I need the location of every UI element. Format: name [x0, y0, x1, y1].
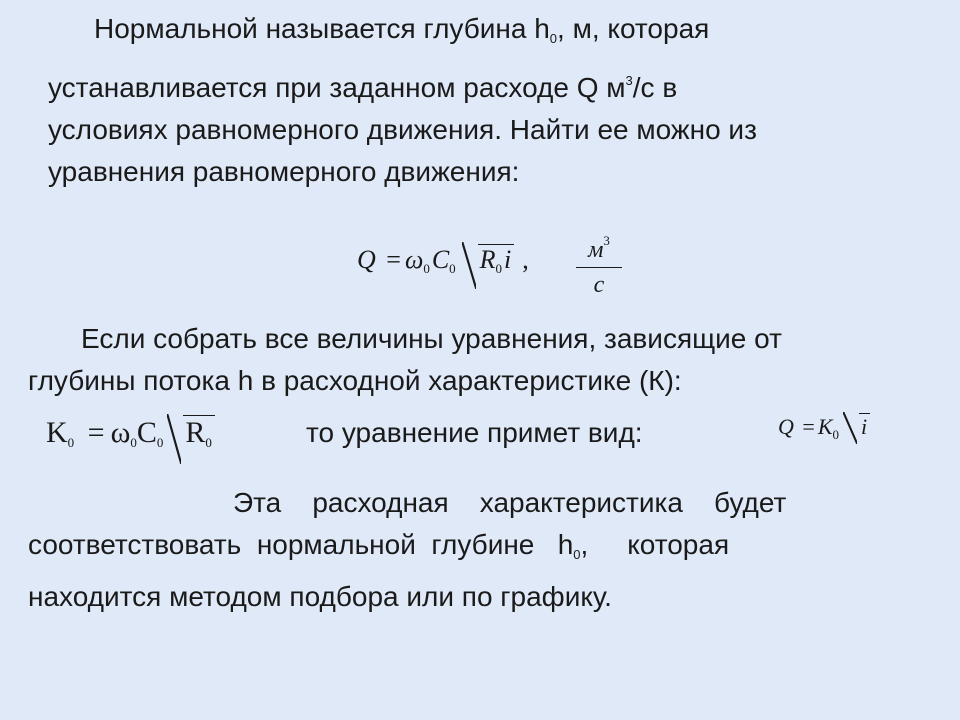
f1-sqrt: [462, 240, 515, 289]
paragraph-2: [28, 318, 928, 402]
p1-line-1: [48, 8, 928, 60]
p3-line-2-sub: 0: [573, 547, 581, 562]
p1-line-2-b: /с в: [632, 72, 678, 103]
p1-line-3: условиях равномерного движения. Найти ее можно из: [48, 114, 757, 145]
formula-equation-form: [778, 410, 870, 452]
f2-c-sub: 0: [156, 435, 164, 450]
f1-eq: =: [386, 245, 401, 274]
formula-flow-characteristic: [46, 412, 215, 464]
p3-line-2-a: соответствовать нормальной глубине h: [28, 529, 574, 560]
f2-eq: =: [87, 416, 105, 449]
f2-omega: ω: [110, 416, 131, 449]
f1-unit-line: [576, 267, 622, 268]
p1-line-2-a: устанавливается при заданном расходе Q м: [48, 72, 626, 103]
paragraph-1: [48, 8, 928, 193]
f2-r: R: [185, 416, 206, 449]
p3-line-2: [28, 524, 908, 576]
f1-unit-num-sup: 3: [603, 233, 610, 248]
f1-r-sub: 0: [495, 261, 503, 276]
f2-k: K: [46, 416, 68, 449]
f3-k: K: [817, 414, 833, 439]
p1-line-1-a: Нормальной называется глубина h: [94, 13, 550, 44]
p1-line-1-b: , м, которая: [557, 13, 710, 44]
f1-i: i: [504, 245, 512, 274]
p1-line-2-sup: 3: [625, 73, 633, 88]
formula-flow-rate: [357, 240, 529, 289]
f1-c: C: [431, 245, 450, 274]
f2-c: C: [136, 416, 157, 449]
p2-line-1: Если собрать все величины уравнения, зависящие от: [81, 323, 782, 354]
f3-lhs: Q: [778, 414, 794, 439]
p2-line-2: глубины потока h в расходной характеристике (К):: [28, 365, 682, 396]
f1-unit-num: [576, 226, 622, 265]
f1-lhs: Q: [357, 245, 376, 274]
f1-unit-num-m: м: [588, 237, 604, 263]
f3-k-sub: 0: [832, 427, 839, 442]
p3-line-3: находится методом подбора или по графику.: [28, 581, 612, 612]
f3-eq: =: [802, 414, 815, 439]
f1-omega: ω: [404, 245, 424, 274]
f2-sqrt: [167, 412, 215, 464]
paragraph-3: [28, 482, 908, 618]
f1-unit-den: с: [593, 272, 605, 298]
f1-comma: ,: [522, 245, 529, 274]
f2-omega-sub: 0: [130, 435, 137, 450]
f1-r: R: [479, 245, 496, 274]
f3-sqrt: [843, 410, 870, 444]
f1-unit-fraction: [576, 226, 622, 300]
f1-c-sub: 0: [449, 261, 456, 276]
p3-line-1: Эта расходная характеристика будет: [233, 487, 787, 518]
p1-line-1-sub: 0: [549, 31, 558, 46]
f2-r-sub: 0: [205, 435, 212, 450]
f2-k-sub: 0: [67, 435, 75, 450]
p3-line-2-b: , которая: [580, 529, 730, 560]
f3-i: i: [861, 414, 868, 439]
f1-omega-sub: 0: [423, 261, 430, 276]
p1-line-2: [48, 60, 928, 109]
p1-line-4: уравнения равномерного движения:: [48, 156, 520, 187]
p2-line-3: то уравнение примет вид:: [306, 417, 643, 448]
